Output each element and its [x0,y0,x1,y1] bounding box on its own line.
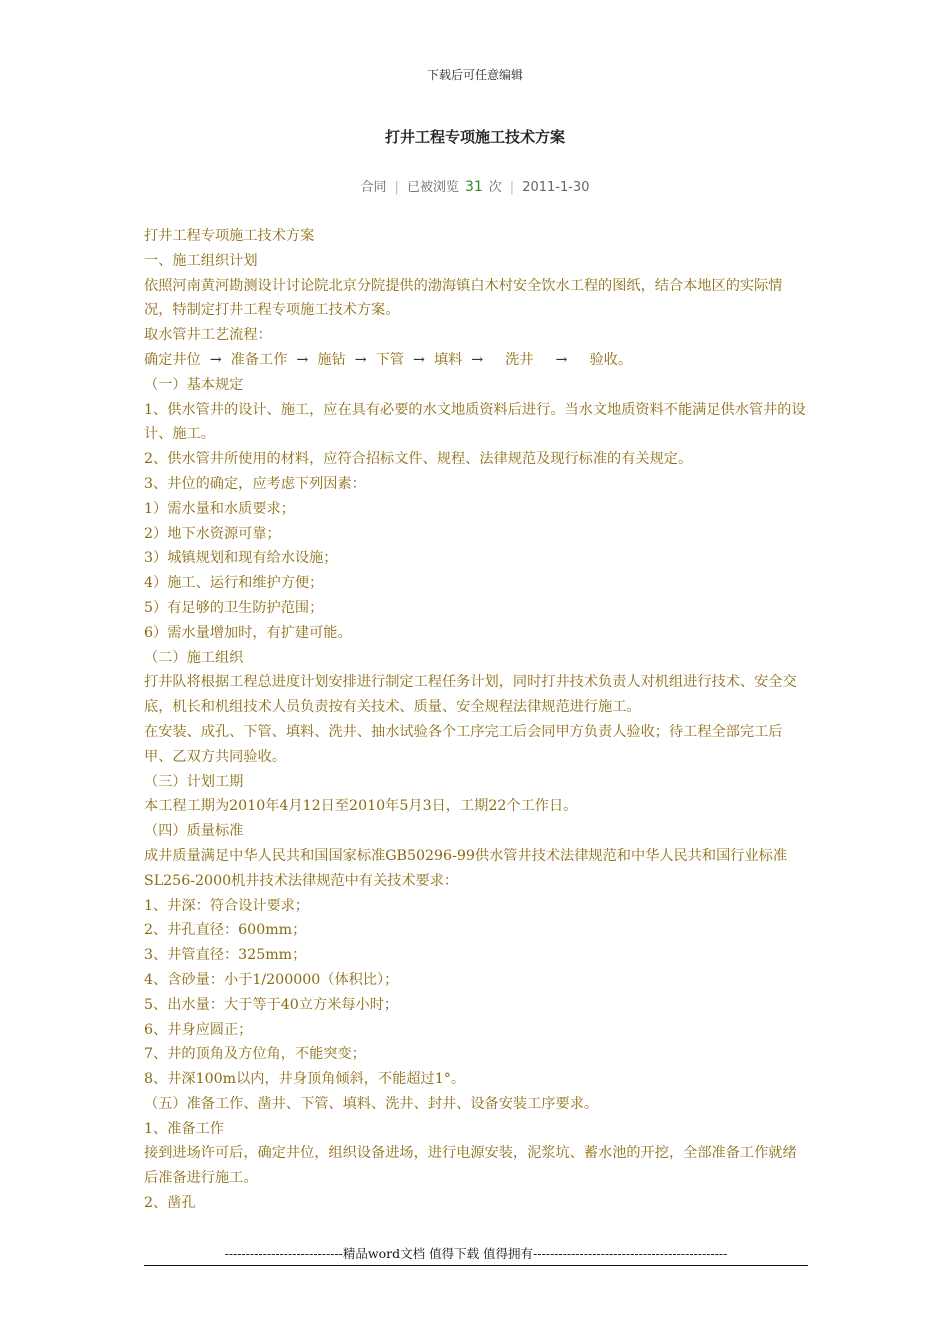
views-suffix: 次 [488,180,502,195]
separator: | [509,180,515,195]
list-item: 1、准备工作 [144,1120,224,1137]
arrow-right-icon: → [354,351,367,368]
header-note: 下载后可任意编辑 [426,68,523,82]
list-item: 6、井身应圆正； [144,1021,253,1038]
flow-step: 下管 [375,351,404,368]
flow-step: 施钻 [317,351,346,368]
list-item: 1、井深：符合设计要求； [144,897,310,914]
page-footer: ----------------------------精品word文档 值得下载 值得拥有---------------------------------------------- [144,1244,808,1266]
category-label[interactable]: 合同 [360,180,387,195]
views-count: 31 [464,179,483,195]
subsection-heading: （二）施工组织 [144,649,244,666]
subsection-heading: （五）准备工作、凿井、下管、填料、洗井、封井、设备安装工序要求。 [144,1095,599,1112]
flow-step: 确定井位 [144,351,201,368]
paragraph: 本工程工期为2010年4月12日至2010年5月3日，工期22个工作日。 [144,798,578,815]
list-item: 2、井孔直径：600mm； [144,922,307,939]
list-item: 7、井的顶角及方位角，不能突变； [144,1046,366,1063]
flow-step: 洗井 [505,351,534,368]
process-flow [144,348,808,373]
list-item: 4、含砂量：小于1/200000（体积比）； [144,971,399,988]
paragraph: 接到进场许可后，确定井位，组织设备进场，进行电源安装，泥浆坑、蓄水池的开挖，全部准备工作就绪后准备进行施工。 [144,1145,797,1187]
paragraph: 成井质量满足中华人民共和国国家标准GB50296-99供水管井技术法律规范和中华人民共和国行业标准SL256-2000机井技术法律规范中有关技术要求： [144,847,788,889]
subsection-heading: （一）基本规定 [144,376,244,393]
page-title: 打井工程专项施工技术方案 [384,128,565,146]
list-item: 8、井深100m以内，井身顶角倾斜，不能超过1°。 [144,1071,466,1088]
list-item: 3、井管直径：325mm； [144,947,307,964]
paragraph: 2、供水管井所使用的材料，应符合招标文件、规程、法律规范及现行标准的有关规定。 [144,451,693,468]
list-item: 2、凿孔 [144,1195,196,1212]
paragraph: 取水管井工艺流程： [144,327,272,344]
paragraph: 3、井位的确定，应考虑下列因素： [144,475,366,492]
arrow-right-icon: → [471,351,484,368]
doc-heading: 打井工程专项施工技术方案 [144,228,315,244]
paragraph: 依照河南黄河勘测设计讨论院北京分院提供的渤海镇白木村安全饮水工程的图纸，结合本地区的实际情况，特制定打井工程专项施工技术方案。 [144,277,783,319]
paragraph: 1、供水管井的设计、施工，应在具有必要的水文地质资料后进行。当水文地质资料不能满足供水管井的设计、施工。 [144,401,806,443]
paragraph: 打井队将根据工程总进度计划安排进行制定工程任务计划，同时打井技术负责人对机组进行技术、安全交底，机长和机组技术人员负责按有关技术、质量、安全规程法律规范进行施工。 [144,674,797,716]
document-body [144,224,808,1216]
list-item: 3）城镇规划和现有给水设施； [144,550,338,567]
subsection-heading: （四）质量标准 [144,823,244,840]
arrow-right-icon: → [412,351,425,368]
separator: | [394,180,399,195]
list-item: 2）地下水资源可靠； [144,525,281,542]
flow-step: 验收。 [589,351,633,368]
list-item: 1）需水量和水质要求； [144,500,295,517]
subsection-heading: （三）计划工期 [144,773,244,790]
list-item: 5、出水量：大于等于40立方米每小时； [144,996,399,1013]
list-item: 5）有足够的卫生防护范围； [144,599,324,616]
arrow-right-icon: → [209,351,222,368]
section-heading: 一、施工组织计划 [144,252,258,269]
paragraph: 在安装、成孔、下管、填料、洗井、抽水试验各个工序完工后会同甲方负责人验收；待工程全部完工后甲、乙双方共同验收。 [144,723,783,765]
article-meta [0,176,950,195]
flow-step: 填料 [433,351,463,368]
publish-date: 2011-1-30 [522,180,590,195]
list-item: 6）需水量增加时，有扩建可能。 [144,624,352,641]
flow-step: 准备工作 [230,351,288,368]
list-item: 4）施工、运行和维护方便； [144,575,324,592]
arrow-right-icon: → [296,351,309,368]
views-prefix: 已被浏览 [406,180,459,195]
arrow-right-icon: → [555,351,568,368]
